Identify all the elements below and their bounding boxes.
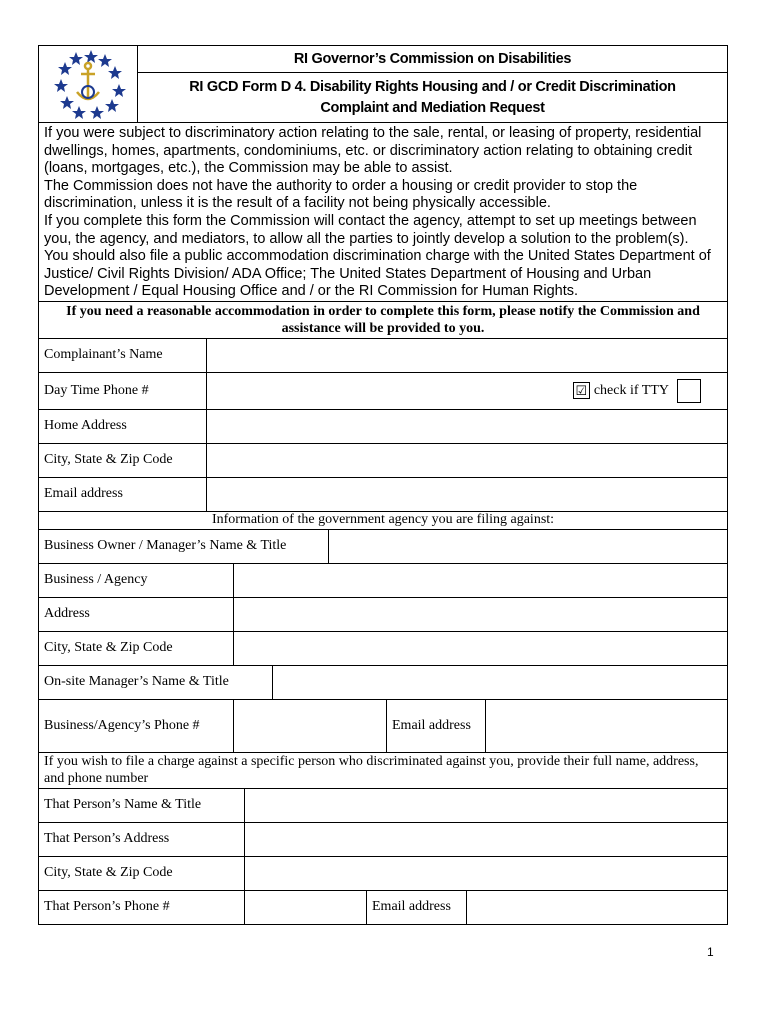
- agency-address-field[interactable]: [234, 598, 727, 631]
- home-address-label: Home Address: [39, 410, 207, 443]
- agency-phone-label: Business/Agency’s Phone #: [39, 700, 234, 752]
- complainant-name-field[interactable]: [207, 339, 727, 372]
- complainant-city-field[interactable]: [207, 444, 727, 477]
- business-row: [39, 563, 727, 597]
- person-city-field[interactable]: [245, 857, 727, 890]
- page-number: 1: [707, 945, 714, 959]
- form-title: [138, 73, 727, 122]
- form-header: [39, 46, 727, 122]
- person-address-label: That Person’s Address: [39, 823, 245, 856]
- intro-paragraph: If you complete this form the Commission will contact the agency, attempt to set up meetings between you, the agency, and mediators, to allow all the parties to jointly develop a solution to the problem(s).: [44, 212, 697, 247]
- complainant-city-row: [39, 443, 727, 477]
- form-title-line2: Complaint and Mediation Request: [320, 99, 545, 116]
- complainant-email-label: Email address: [39, 478, 207, 511]
- person-email-field[interactable]: [467, 891, 727, 924]
- complainant-email-row: [39, 477, 727, 511]
- onsite-manager-row: [39, 665, 727, 699]
- person-city-row: [39, 856, 727, 890]
- person-name-row: [39, 788, 727, 822]
- agency-section-heading-row: [39, 511, 727, 529]
- seal-icon: [39, 46, 137, 122]
- daytime-phone-row: [39, 372, 727, 409]
- person-phone-row: [39, 890, 727, 924]
- agency-city-row: [39, 631, 727, 665]
- agency-phone-row: [39, 699, 727, 752]
- person-phone-field[interactable]: [245, 891, 367, 924]
- form-title-line1: RI GCD Form D 4. Disability Rights Housing and / or Credit Discrimination: [189, 78, 676, 95]
- home-address-row: [39, 409, 727, 443]
- complainant-name-label: Complainant’s Name: [39, 339, 207, 372]
- person-name-field[interactable]: [245, 789, 727, 822]
- person-city-label: City, State & Zip Code: [39, 857, 245, 890]
- business-label: Business / Agency: [39, 564, 234, 597]
- complaint-form: [38, 45, 728, 925]
- agency-city-label: City, State & Zip Code: [39, 632, 234, 665]
- person-section-heading-row: [39, 752, 727, 788]
- commission-title: RI Governor’s Commission on Disabilities: [138, 46, 727, 73]
- owner-label: Business Owner / Manager’s Name & Title: [39, 530, 329, 563]
- onsite-manager-label: On-site Manager’s Name & Title: [39, 666, 273, 699]
- agency-address-label: Address: [39, 598, 234, 631]
- accommodation-notice: If you need a reasonable accommodation in order to complete this form, please notify the Commission and assistance will be provided to you.: [39, 301, 727, 338]
- owner-field[interactable]: [329, 530, 727, 563]
- business-field[interactable]: [234, 564, 727, 597]
- intro-paragraph: If you were subject to discriminatory action relating to the sale, rental, or leasing of property, residential dwellings, homes, apartments, condominiums, etc. or discriminatory action relating to obtaining credit (loans, mortgages, etc.), the Commission may be able to assist.: [44, 125, 702, 177]
- tty-label: check if TTY: [593, 382, 669, 398]
- commission-seal-logo: [39, 46, 137, 122]
- daytime-phone-field[interactable]: [207, 373, 727, 409]
- intro-text: [39, 122, 727, 301]
- person-email-label: Email address: [367, 891, 467, 924]
- agency-address-row: [39, 597, 727, 631]
- complainant-name-row: [39, 338, 727, 372]
- person-name-label: That Person’s Name & Title: [39, 789, 245, 822]
- person-section-heading: If you wish to file a charge against a specific person who discriminated against you, provide their full name, address, and phone number: [44, 754, 699, 787]
- agency-email-label: Email address: [387, 700, 486, 752]
- home-address-field[interactable]: [207, 410, 727, 443]
- onsite-manager-field[interactable]: [273, 666, 727, 699]
- agency-city-field[interactable]: [234, 632, 727, 665]
- form-page: [38, 45, 728, 925]
- agency-section-heading: Information of the government agency you are filing against:: [211, 512, 555, 528]
- intro-paragraph: The Commission does not have the authority to order a housing or credit provider to stop the discrimination, unless it is the result of a facility not being physically accessible.: [44, 177, 638, 212]
- tty-checkmark-icon[interactable]: ☑: [573, 382, 590, 399]
- complainant-city-label: City, State & Zip Code: [39, 444, 207, 477]
- intro-paragraph: You should also file a public accommodation discrimination charge with the United States Department of Justice/ Civil Rights Division/ ADA Office; The United States Department of Housing and Urban Development / Equal Housing Office and / or the RI Commission for Human Rights.: [44, 248, 711, 300]
- person-address-field[interactable]: [245, 823, 727, 856]
- daytime-phone-label: Day Time Phone #: [39, 373, 207, 409]
- agency-email-field[interactable]: [486, 700, 727, 752]
- owner-row: [39, 529, 727, 563]
- header-titles: [137, 46, 727, 122]
- agency-phone-field[interactable]: [234, 700, 387, 752]
- person-address-row: [39, 822, 727, 856]
- complainant-email-field[interactable]: [207, 478, 727, 511]
- person-phone-label: That Person’s Phone #: [39, 891, 245, 924]
- tty-checkbox[interactable]: [677, 379, 701, 403]
